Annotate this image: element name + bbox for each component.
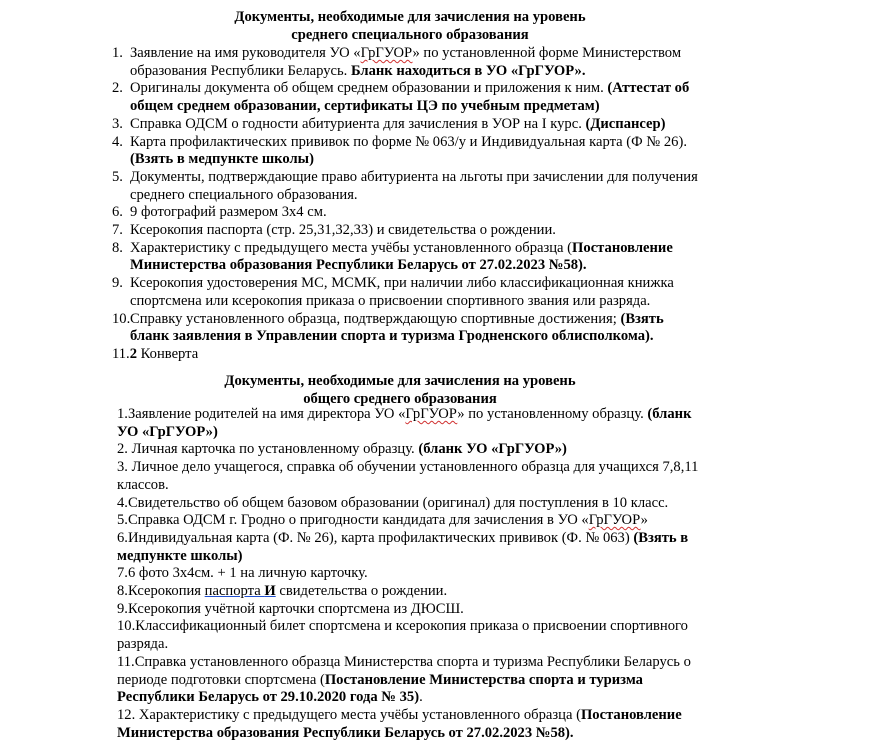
bold-text: Постановление Министерства спорта и туризма (324, 671, 643, 688)
text-run: 4.Свидетельство об общем базовом образовании (оригинал) для поступления в 10 класс. (117, 494, 669, 511)
list-line (0, 689, 878, 707)
bold-text: Министерства образования Республики Беларусь от 27.02.2023 №58). (117, 724, 574, 741)
list-line (0, 424, 878, 442)
section1-title-line1: Документы, необходимые для зачисления на уровень (234, 9, 586, 25)
list-line (0, 636, 878, 654)
list-item-number: 2. (112, 80, 123, 97)
list-item-number: 8. (112, 239, 123, 256)
bold-text: (Взять в медпункте школы) (130, 151, 314, 168)
text-run: Документы, подтверждающие право абитуриента на льготы при зачислении для получения (130, 168, 698, 185)
list-item (0, 116, 878, 134)
list-item (0, 222, 878, 240)
list-line (0, 459, 878, 477)
list-line (0, 512, 878, 530)
bold-text: Министерства образования Республики Беларусь от 27.02.2023 №58). (130, 257, 587, 274)
list-line (0, 495, 878, 513)
list-line (0, 441, 878, 459)
list-line (0, 672, 878, 690)
text-run: Заявление на имя руководителя УО « (130, 45, 361, 61)
list-line (0, 601, 878, 619)
list-line (0, 583, 878, 601)
section2-list (0, 406, 878, 742)
list-line (0, 477, 878, 495)
list-item-number: 1. (112, 45, 123, 61)
text-run: 3. Личное дело учащегося, справка об обучении установленного образца для учащихся 7,8,11 (117, 459, 699, 476)
text-run: 12. Характеристику с предыдущего места учёбы установленного образца ( (117, 706, 581, 723)
text-run: . (419, 689, 423, 706)
list-item-number: 6. (112, 204, 123, 221)
list-item (0, 311, 878, 329)
bold-text: бланк заявления в Управлении спорта и туризма Гродненского облисполкома). (130, 328, 654, 345)
text-run: Карта профилактических прививок по форме № 063/у и Индивидуальная карта (Ф № 26). (130, 133, 687, 150)
bold-text: (бланк УО «ГрГУОР») (418, 441, 567, 458)
list-line (0, 406, 878, 424)
list-item-number: 4. (112, 133, 123, 150)
list-line (0, 548, 878, 566)
text-run: » по установленной форме Министерством (412, 45, 682, 61)
list-line (0, 618, 878, 636)
list-item-number: 7. (112, 222, 123, 239)
bold-text: Республики Беларусь от 29.10.2020 года № 35) (117, 689, 420, 706)
text-run: » по установленному образцу. (457, 406, 648, 422)
list-line (0, 725, 878, 743)
text-run: периоде подготовки спортсмена ( (117, 671, 325, 688)
section1-heading (150, 8, 670, 44)
text-run: 9 фотографий размером 3х4 см. (130, 204, 327, 221)
list-item-continuation (0, 257, 878, 275)
list-item-continuation (0, 328, 878, 346)
text-run: ГрГУОР (360, 45, 413, 61)
list-item-number: 3. (112, 115, 123, 132)
list-item (0, 240, 878, 258)
text-run: Конверта (137, 345, 199, 362)
list-line (0, 654, 878, 672)
list-item (0, 45, 878, 63)
text-run: 7.6 фото 3х4см. + 1 на личную карточку. (117, 565, 368, 582)
text-run: Справка ОДСМ о годности абитуриента для зачисления в УОР на I курс. (130, 115, 586, 132)
text-run: свидетельства о рождении. (275, 583, 448, 600)
list-item-continuation (0, 293, 878, 311)
text-run: 9.Ксерокопия учётной карточки спортсмена из ДЮСШ. (117, 600, 464, 617)
list-item (0, 134, 878, 152)
list-item (0, 204, 878, 222)
text-run: Справку установленного образца, подтверждающую спортивные достижения; (130, 310, 621, 327)
text-run: Ксерокопия паспорта (стр. 25,31,32,33) и свидетельства о рождении. (130, 222, 556, 239)
text-run: образования Республики Беларусь. (130, 62, 351, 79)
list-item-number: 9. (112, 275, 123, 292)
text-run: Оригиналы документа об общем среднем образовании и приложения к ним. (130, 80, 608, 97)
list-line (0, 565, 878, 583)
bold-text: общем среднем образовании, сертификаты ЦЭ по учебным предметам) (130, 98, 600, 115)
text-run: Ксерокопия удостоверения МС, МСМК, при наличии либо классификационная книжка (130, 275, 674, 292)
bold-text: (Взять (620, 310, 664, 327)
text-run: ГрГУОР (588, 512, 641, 529)
text-run: разряда. (117, 636, 169, 653)
text-run: 5.Справка ОДСМ г. Гродно о пригодности кандидата для зачисления в УО « (117, 512, 589, 529)
list-item (0, 275, 878, 293)
bold-text: И (264, 583, 276, 600)
text-run: 10.Классификационный билет спортсмена и ксерокопия приказа о присвоении спортивного (117, 618, 688, 635)
bold-text: Бланк находиться в УО «ГрГУОР». (350, 62, 586, 79)
list-item-continuation (0, 151, 878, 169)
bold-text: медпункте школы) (117, 547, 243, 564)
section1-title-line2: среднего специального образования (291, 27, 529, 43)
list-item-number: 11. (112, 345, 130, 362)
section2-title-line1: Документы, необходимые для зачисления на уровень (224, 373, 576, 389)
bold-text: (Аттестат об (607, 80, 690, 97)
text-run: классов. (117, 476, 169, 493)
list-item-continuation (0, 98, 878, 116)
bold-text: (Взять в (633, 529, 689, 546)
text-run: 2. Личная карточка по установленному образцу. (117, 441, 419, 458)
list-line (0, 707, 878, 725)
list-item (0, 169, 878, 187)
section2-heading (140, 372, 660, 408)
list-item-number: 10. (112, 310, 131, 327)
text-run: 1.Заявление родителей на имя директора УО « (117, 406, 406, 422)
section1-list (0, 45, 878, 364)
text-run: среднего специального образования. (130, 186, 358, 203)
bold-text: Постановление (572, 239, 673, 256)
text-run: 11.Справка установленного образца Министерства спорта и туризма Республики Беларусь о (117, 653, 691, 670)
list-line (0, 530, 878, 548)
section2-title-line2: общего среднего образования (303, 391, 497, 407)
bold-text: (бланк (647, 406, 692, 422)
text-run: 8.Ксерокопия (117, 583, 205, 600)
list-item-number: 5. (112, 168, 123, 185)
bold-text: Постановление (580, 706, 682, 723)
list-item (0, 80, 878, 98)
bold-text: УО «ГрГУОР») (117, 423, 218, 440)
text-run: спортсмена или ксерокопия приказа о присвоении спортивного звания или разряда. (130, 292, 651, 309)
text-run: ГрГУОР (405, 406, 458, 422)
text-run: Характеристику с предыдущего места учёбы установленного образца ( (130, 239, 573, 256)
list-item (0, 346, 878, 364)
bold-text: (Диспансер) (585, 115, 666, 132)
text-run: паспорта (204, 583, 265, 600)
text-run: » (640, 512, 648, 529)
bold-text: 2 (129, 345, 137, 362)
list-item-continuation (0, 187, 878, 205)
text-run: 6.Индивидуальная карта (Ф. № 26), карта профилактических прививок (Ф. № 063) (117, 529, 634, 546)
list-item-continuation (0, 63, 878, 81)
